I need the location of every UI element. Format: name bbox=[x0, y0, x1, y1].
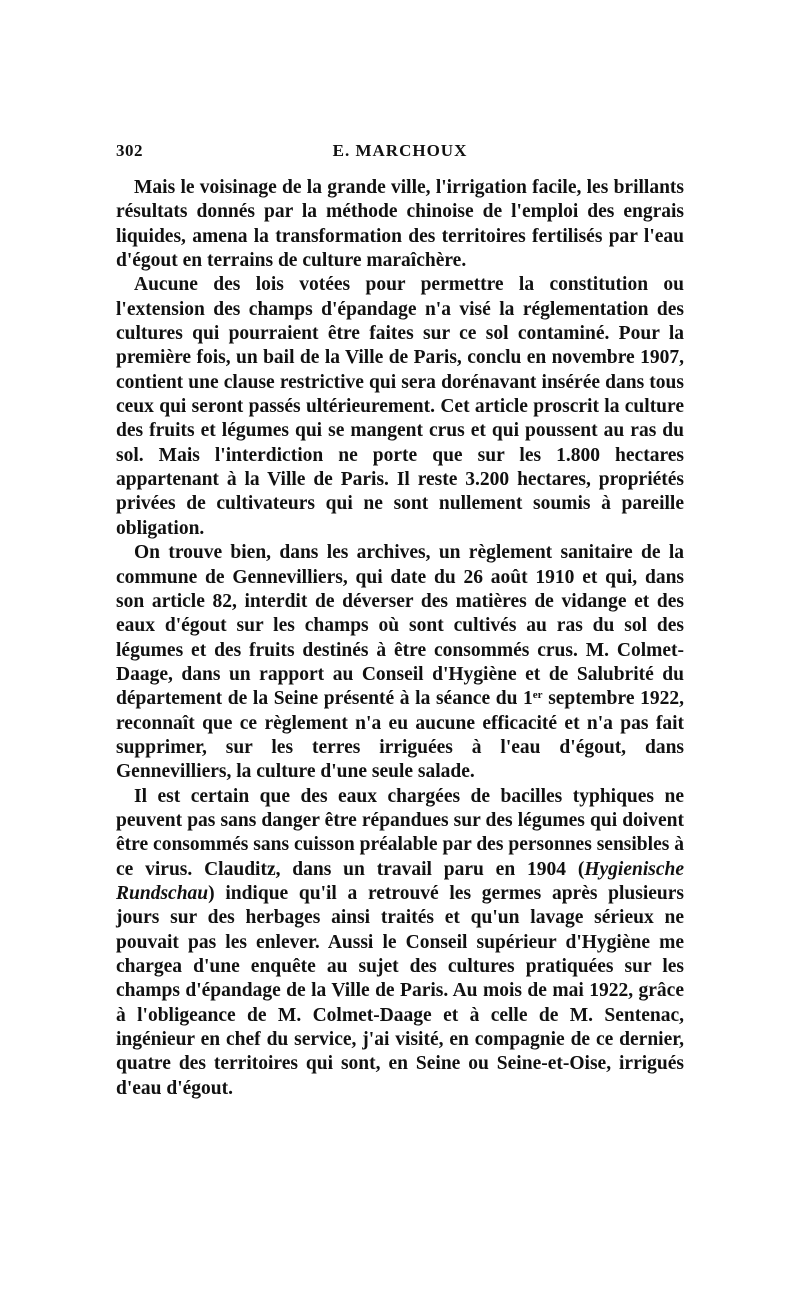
body-text bbox=[116, 176, 684, 1101]
journal-title: Hygienische Rundschau bbox=[116, 858, 684, 904]
paragraph-4-text-b: ) indique qu'il a retrouvé les germes après plusieurs jours sur des herbages ainsi traités et qu'un lavage sérieux ne pouvait pas les enlever. Aussi le Conseil supérieur d'Hygiène me chargea d'une enquête au sujet des cultures pratiquées sur les champs d'épandage de la Ville de Paris. Au mois de mai 1922, grâce à l'obligeance de M. Colmet-Daage et à celle de M. Sentenac, ingénieur en chef du service, j'ai visité, en compagnie de ce dernier, quatre des territoires qui sont, en Seine ou Seine-et-Oise, irrigués d'eau d'égout. bbox=[116, 882, 684, 1099]
paragraph-1: Mais le voisinage de la grande ville, l'irrigation facile, les brillants résultats donnés par la méthode chinoise de l'emploi des engrais liquides, amena la transformation des territoires fertilisés par l'eau d'égout en terrains de culture maraîchère. bbox=[116, 177, 684, 272]
paragraph-3 bbox=[116, 541, 684, 784]
paragraph-4 bbox=[116, 785, 684, 1101]
page-header bbox=[116, 141, 684, 165]
running-head-author: E. MARCHOUX bbox=[332, 141, 468, 160]
page-number: 302 bbox=[116, 141, 143, 160]
paragraph-2: Aucune des lois votées pour permettre la constitution ou l'extension des champs d'épandage n'a visé la réglementation des cultures qui pourraient être faites sur ce sol contaminé. Pour la première fois, un bail de la Ville de Paris, conclu en novembre 1907, contient une clause restrictive qui sera dorénavant insérée dans tous ceux qui seront passés ultérieurement. Cet article proscrit la culture des fruits et légumes qui se mangent crus et qui poussent au ras du sol. Mais l'interdiction ne porte que sur les 1.800 hectares appartenant à la Ville de Paris. Il reste 3.200 hectares, propriétés privées de cultivateurs qui ne sont nullement soumis à pareille obligation. bbox=[116, 274, 684, 539]
ordinal-superscript: er bbox=[532, 689, 543, 702]
paragraph-3-text-a: On trouve bien, dans les archives, un règlement sanitaire de la commune de Gennevilliers, qui date du 26 août 1910 et qui, dans son article 82, interdit de déverser des matières de vidange et des eaux d'égout sur les champs où sont cultivés au ras du sol des légumes et des fruits destinés à être consommés crus. M. Colmet-Daage, dans un rapport au Conseil d'Hygiène et de Salubrité du département de la Seine présenté à la séance du 1 bbox=[116, 542, 684, 710]
paragraph-4-text-a: Il est certain que des eaux chargées de bacilles typhiques ne peuvent pas sans danger être répandues sur des légumes qui doivent être consommés sans cuisson préalable par des personnes sensibles à ce virus. Clauditz, dans un travail paru en 1904 ( bbox=[116, 785, 684, 880]
paragraph-3-text-b: septembre 1922, reconnaît que ce règlement n'a eu aucune efficacité et n'a pas fait supprimer, sur les terres irriguées à l'eau d'égout, dans Gennevilliers, la culture d'une seule salade. bbox=[116, 688, 684, 783]
